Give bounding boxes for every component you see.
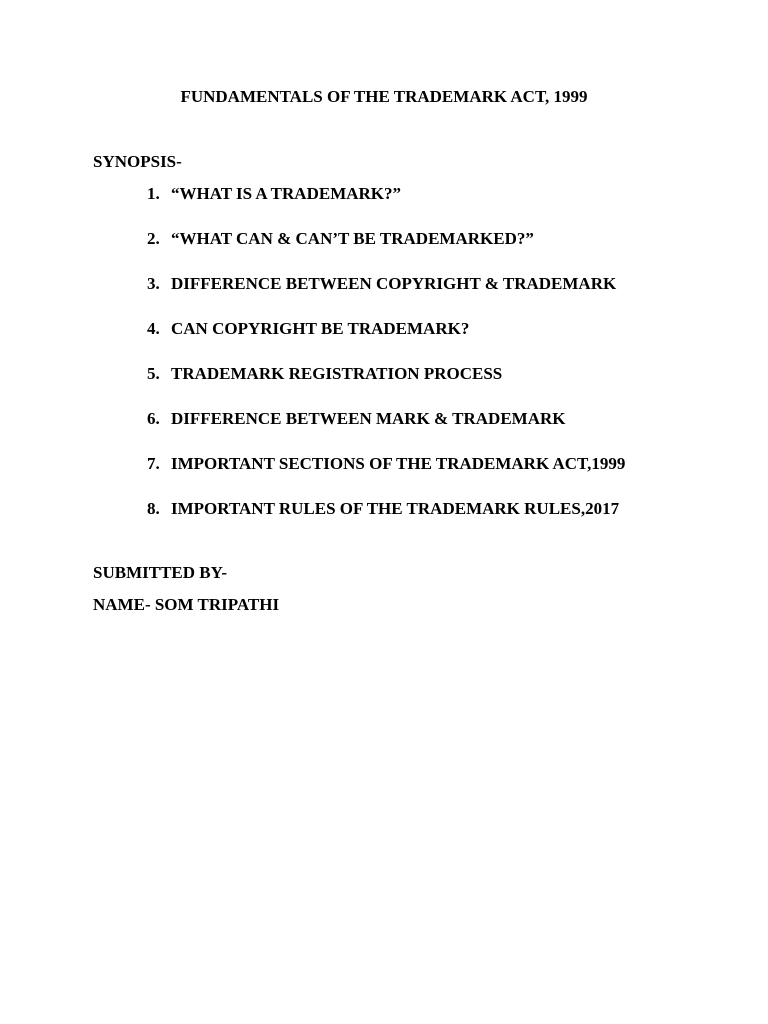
synopsis-item bbox=[147, 229, 747, 249]
synopsis-item-text: TRADEMARK REGISTRATION PROCESS bbox=[171, 364, 503, 383]
synopsis-item-number: 3. bbox=[147, 274, 160, 293]
synopsis-item-number: 6. bbox=[147, 409, 160, 428]
synopsis-item-number: 4. bbox=[147, 319, 160, 338]
synopsis-item-number: 8. bbox=[147, 499, 160, 518]
synopsis-item-text: DIFFERENCE BETWEEN COPYRIGHT & TRADEMARK bbox=[171, 274, 617, 293]
synopsis-item-number: 7. bbox=[147, 454, 160, 473]
synopsis-item-text: DIFFERENCE BETWEEN MARK & TRADEMARK bbox=[171, 409, 566, 428]
synopsis-item bbox=[147, 364, 747, 384]
synopsis-item-text: IMPORTANT RULES OF THE TRADEMARK RULES,2017 bbox=[171, 499, 620, 518]
synopsis-heading: SYNOPSIS- bbox=[93, 152, 182, 171]
synopsis-item bbox=[147, 499, 747, 519]
synopsis-item-number: 5. bbox=[147, 364, 160, 383]
synopsis-item-text: CAN COPYRIGHT BE TRADEMARK? bbox=[171, 319, 470, 338]
synopsis-item bbox=[147, 319, 747, 339]
synopsis-item bbox=[147, 454, 747, 474]
synopsis-item-text: IMPORTANT SECTIONS OF THE TRADEMARK ACT,1999 bbox=[171, 454, 626, 473]
synopsis-item bbox=[147, 274, 747, 294]
synopsis-item-number: 2. bbox=[147, 229, 160, 248]
synopsis-item-text: “WHAT IS A TRADEMARK?” bbox=[171, 184, 402, 203]
submitted-by-label: SUBMITTED BY- bbox=[93, 563, 227, 582]
document-title: FUNDAMENTALS OF THE TRADEMARK ACT, 1999 bbox=[180, 87, 588, 106]
synopsis-item-text: “WHAT CAN & CAN’T BE TRADEMARKED?” bbox=[171, 229, 534, 248]
author-name: NAME- SOM TRIPATHI bbox=[93, 595, 280, 614]
synopsis-item bbox=[147, 409, 747, 429]
synopsis-item bbox=[147, 184, 747, 204]
synopsis-item-number: 1. bbox=[147, 184, 160, 203]
